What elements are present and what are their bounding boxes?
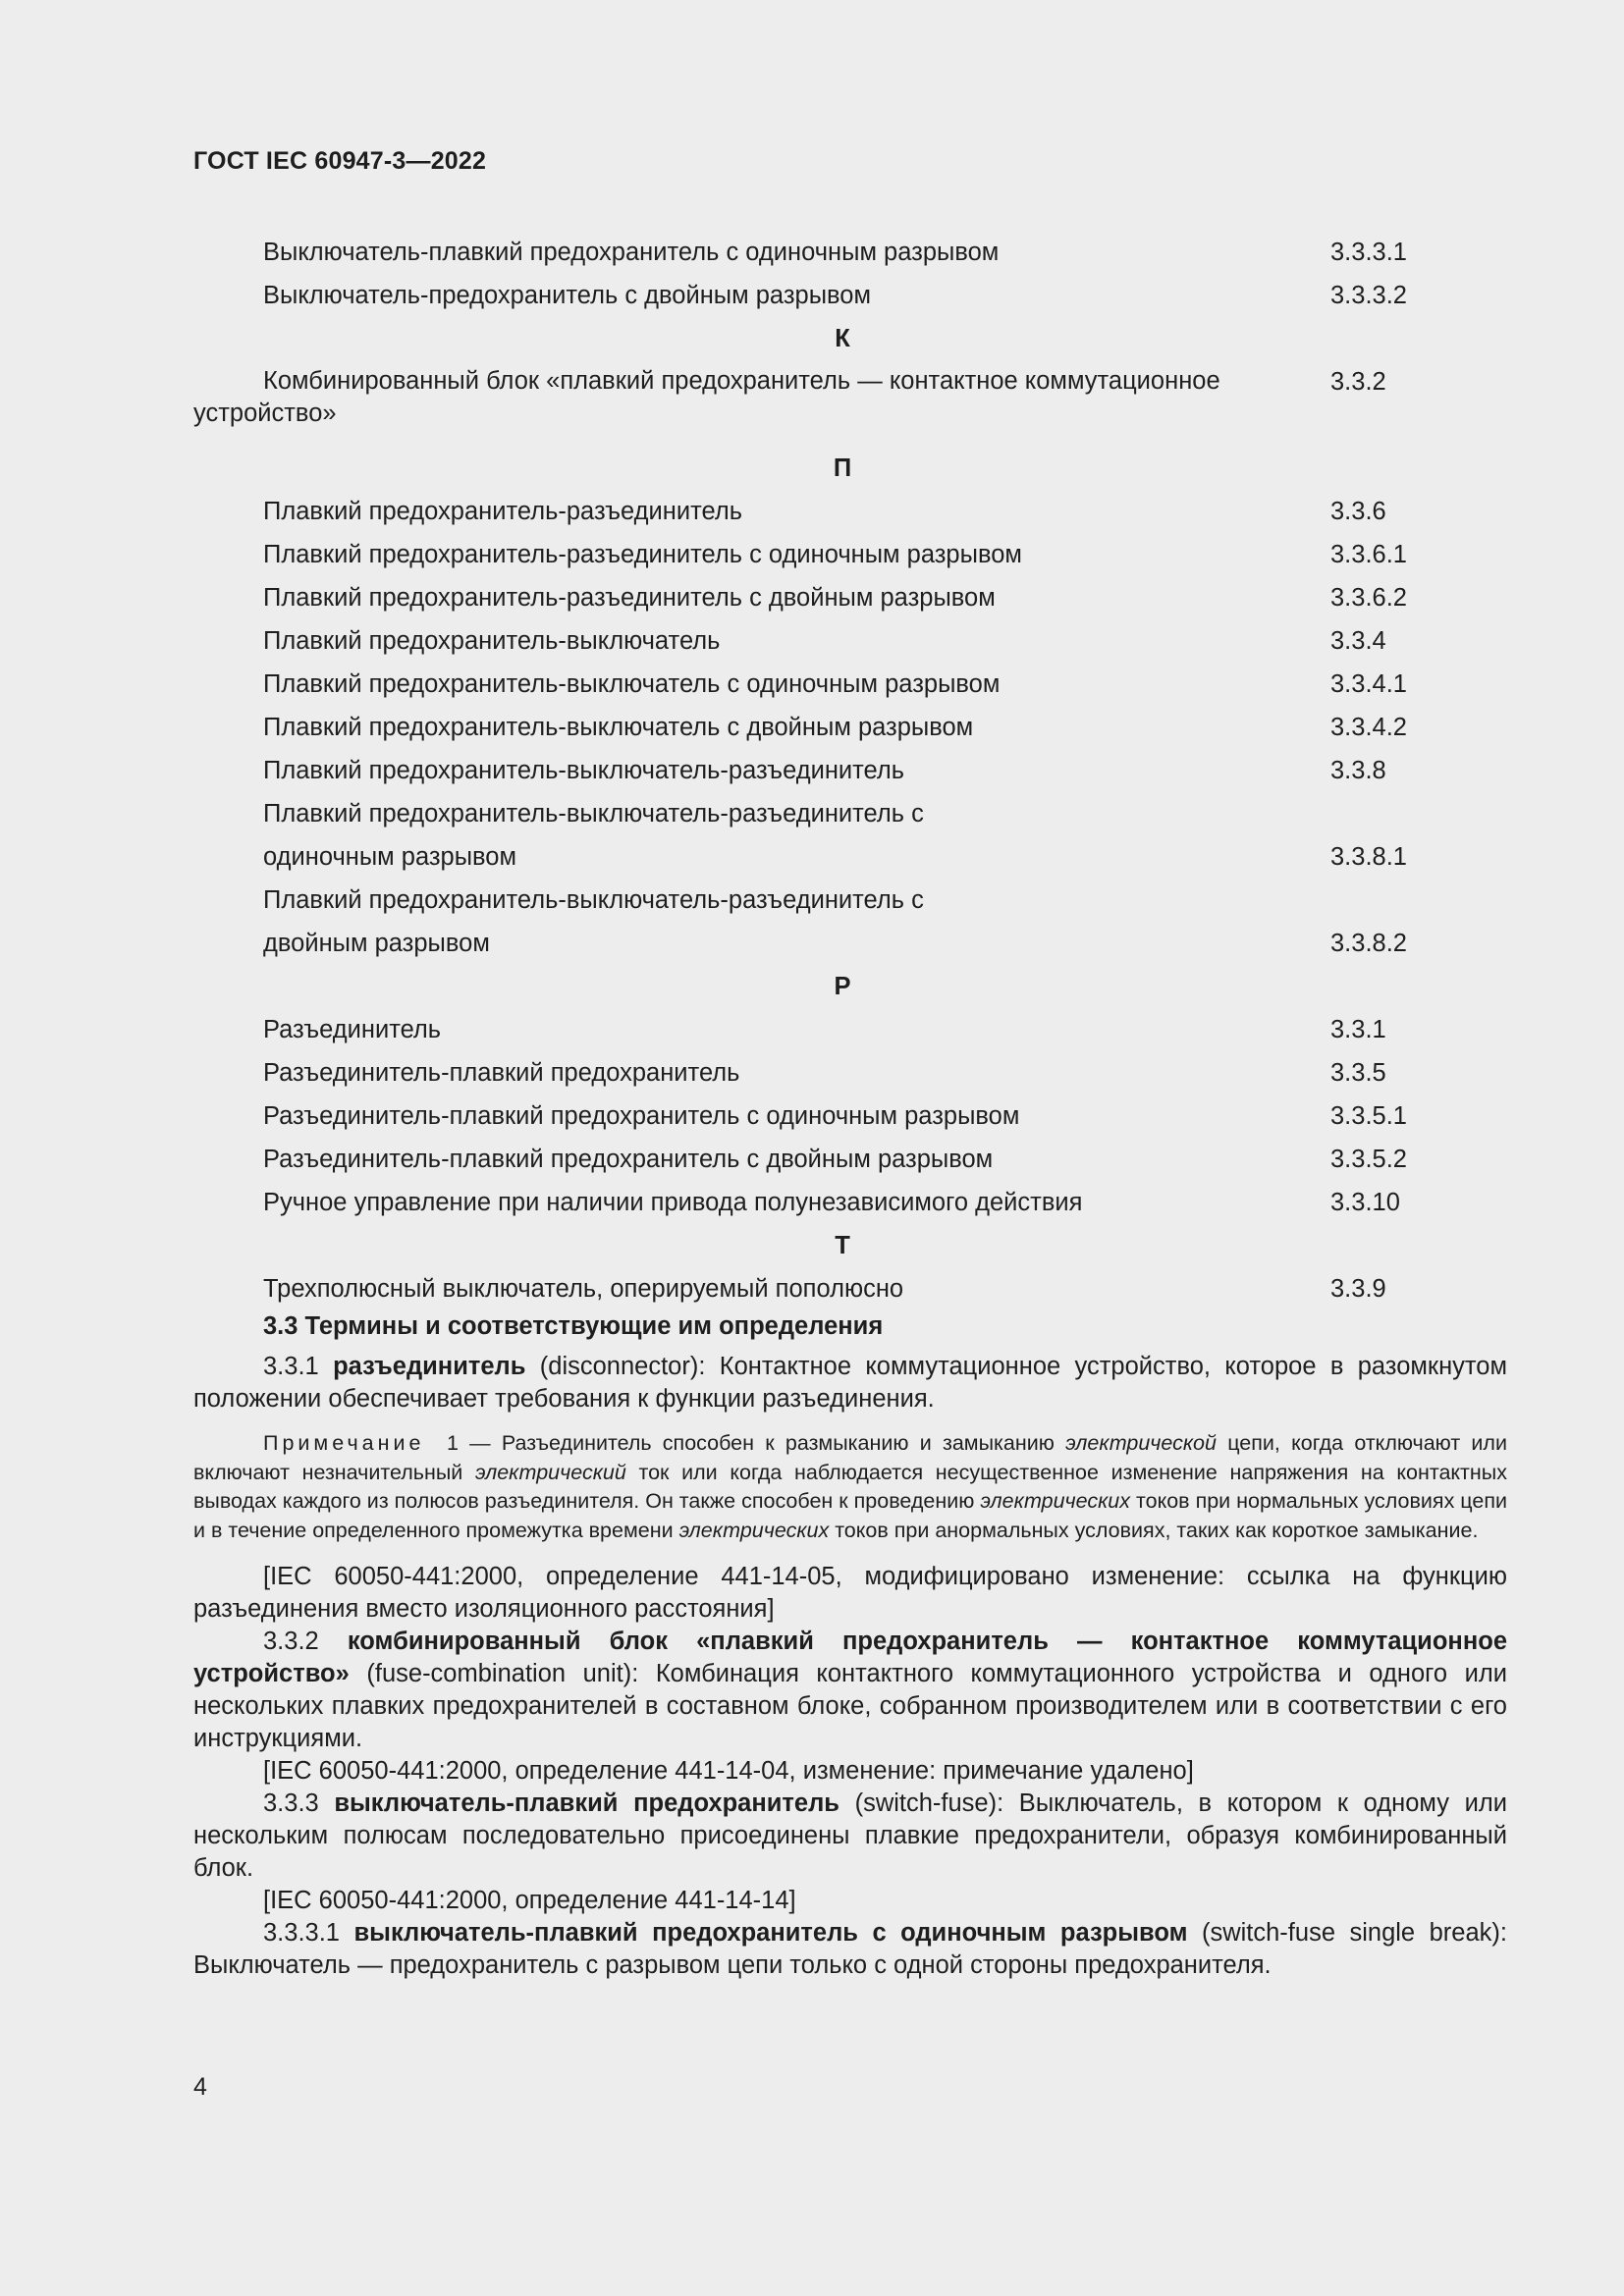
index-entry [0, 533, 1624, 576]
index-entry [0, 1008, 1624, 1051]
index-term: Плавкий предохранитель-выключатель-разъединитель с [263, 886, 924, 914]
index-entry [0, 1267, 1624, 1310]
index-letter-heading: Р [834, 973, 851, 1000]
note-label: Примечание [263, 1431, 425, 1455]
source-ref-3-3-3: [IEC 60050-441:2000, определение 441-14-14] [263, 1887, 796, 1914]
index-letter-heading: К [835, 325, 850, 352]
index-term: Плавкий предохранитель-выключатель [263, 627, 721, 655]
index-term: Разъединитель-плавкий предохранитель с одиночным разрывом [263, 1102, 1020, 1130]
defined-term: выключатель-плавкий предохранитель с одиночным разрывом [353, 1919, 1188, 1947]
index-entry [0, 749, 1624, 792]
definition-3-3-1: 3.3.1 разъединитель (disconnector): Контактное коммутационное устройство, которое в разомкнутом положении обеспечивает требования к функции разъединения. [193, 1353, 1508, 1413]
index-entry [0, 879, 1624, 965]
index-term: Трехполюсный выключатель, оперируемый пополюсно [263, 1275, 904, 1303]
definition-3-3-3-1: 3.3.3.1 выключатель-плавкий предохранитель с одиночным разрывом (switch-fuse single break): Выключатель — предохранитель с разрывом цепи только с одной стороны предохранителя. [193, 1919, 1507, 1979]
index-term: Плавкий предохранитель-разъединитель [263, 498, 742, 525]
source-ref-3-3-1: [IEC 60050-441:2000, определение 441-14-05, модифицировано изменение: ссылка на функцию разъединения вместо изоляционного расстояния] [193, 1563, 1507, 1623]
section-title: 3.3 Термины и соответствующие им определения [263, 1312, 884, 1340]
index-letter-heading: Т [835, 1232, 850, 1259]
index-term-continuation: одиночным разрывом [263, 843, 517, 871]
index-reference: 3.3.5.2 [1330, 1146, 1407, 1173]
index-entry [0, 1181, 1624, 1224]
index-entry [0, 490, 1624, 533]
index-reference: 3.3.3.2 [1330, 282, 1407, 309]
index-entry [0, 663, 1624, 706]
index-term: Плавкий предохранитель-выключатель-разъединитель с [263, 800, 924, 828]
index-reference: 3.3.5.1 [1330, 1102, 1407, 1130]
index-term: Выключатель-плавкий предохранитель с одиночным разрывом [263, 239, 1000, 266]
source-ref-3-3-2: [IEC 60050-441:2000, определение 441-14-04, изменение: примечание удалено] [263, 1757, 1194, 1785]
term-index [0, 231, 1624, 1310]
index-reference: 3.3.4.2 [1330, 714, 1407, 741]
index-reference: 3.3.4 [1330, 627, 1386, 655]
index-reference: 3.3.4.1 [1330, 670, 1407, 698]
index-reference: 3.3.6.2 [1330, 584, 1407, 612]
index-entry [0, 576, 1624, 619]
index-term: Плавкий предохранитель-разъединитель с одиночным разрывом [263, 541, 1022, 568]
index-term: Плавкий предохранитель-выключатель с одиночным разрывом [263, 670, 1001, 698]
index-term: Разъединитель-плавкий предохранитель с двойным разрывом [263, 1146, 994, 1173]
document-header: ГОСТ IEC 60947-3—2022 [193, 147, 487, 175]
definitions-section [193, 1310, 1507, 1982]
index-reference: 3.3.6 [1330, 498, 1386, 525]
index-entry [0, 1051, 1624, 1095]
index-term: Разъединитель-плавкий предохранитель [263, 1059, 740, 1087]
index-reference: 3.3.9 [1330, 1275, 1386, 1303]
index-reference: 3.3.8.2 [1330, 930, 1407, 957]
index-reference: 3.3.6.1 [1330, 541, 1407, 568]
index-term: Плавкий предохранитель-выключатель-разъединитель [263, 757, 905, 784]
note-paragraph: Примечание 1 — Разъединитель способен к размыканию и замыканию электрической цепи, когда отключают или включают незначительный электрический ток или когда наблюдается несущественное изменение напряжения на контактных выводах каждого из полюсов разъединителя. Он также способен к проведению электрических токов при нормальных условиях цепи и в течение определенного промежутка времени электрических токов при анормальных условиях, таких как короткое замыкание. [193, 1431, 1507, 1542]
index-term: Ручное управление при наличии привода полунезависимого действия [263, 1189, 1083, 1216]
index-entry [0, 231, 1624, 274]
definition-3-3-3: 3.3.3 выключатель-плавкий предохранитель (switch-fuse): Выключатель, в котором к одному или нескольким полюсам последовательно присоединены плавкие предохранители, образуя комбинированный блок. [193, 1789, 1507, 1882]
index-entry [0, 360, 1624, 447]
index-reference: 3.3.3.1 [1330, 239, 1407, 266]
definition-3-3-2: 3.3.2 комбинированный блок «плавкий предохранитель — контактное коммутационное устройство» (fuse-combination unit): Комбинация контактного коммутационного устройства и одного или нескольких плавких предохранителей в составном блоке, собранном производителем или в соответствии с его инструкциями. [193, 1628, 1507, 1752]
index-reference: 3.3.2 [1330, 368, 1386, 396]
defined-term: выключатель-плавкий предохранитель [334, 1789, 839, 1817]
index-term: Плавкий предохранитель-разъединитель с двойным разрывом [263, 584, 996, 612]
index-term-continuation: двойным разрывом [263, 930, 490, 957]
index-reference: 3.3.5 [1330, 1059, 1386, 1087]
index-letter-heading: П [833, 454, 852, 482]
index-reference: 3.3.10 [1330, 1189, 1400, 1216]
index-reference: 3.3.8.1 [1330, 843, 1407, 871]
index-entry [0, 274, 1624, 317]
index-reference: 3.3.1 [1330, 1016, 1386, 1043]
index-entry [0, 1095, 1624, 1138]
index-term: Плавкий предохранитель-выключатель с двойным разрывом [263, 714, 974, 741]
index-reference: 3.3.8 [1330, 757, 1386, 784]
index-entry [0, 706, 1624, 749]
defined-term: комбинированный блок «плавкий предохранитель — контактное коммутационное устройство» [193, 1628, 1507, 1687]
defined-term: разъединитель [333, 1353, 526, 1380]
index-term: Разъединитель [263, 1016, 442, 1043]
index-term: Комбинированный блок «плавкий предохранитель — контактное коммутационное устройство» [193, 367, 1220, 427]
index-entry [0, 792, 1624, 879]
index-entry [0, 619, 1624, 663]
index-entry [0, 1138, 1624, 1181]
page-number: 4 [193, 2073, 207, 2101]
index-term: Выключатель-предохранитель с двойным разрывом [263, 282, 871, 309]
